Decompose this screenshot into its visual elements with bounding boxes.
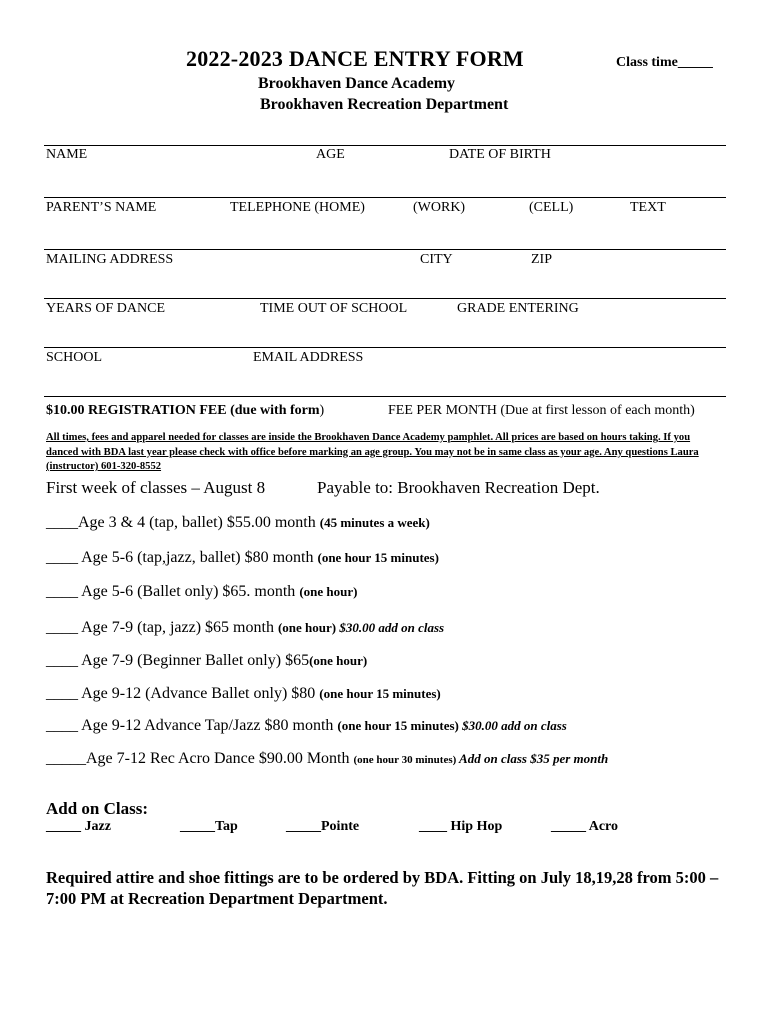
text-phone-label: TEXT [630,200,666,215]
registration-fee-paren: ) [319,403,325,418]
registration-fee-text: $10.00 REGISTRATION FEE (due with form [46,403,320,418]
academy-name: Brookhaven Dance Academy [258,75,456,92]
divider [44,145,726,146]
registration-fee [46,403,324,419]
time-out-of-school-label: TIME OUT OF SCHOOL [260,301,408,316]
class-option-main: ____ Age 9-12 Advance Tap/Jazz $80 month [46,717,338,734]
divider [44,347,726,348]
add-on-hip-hop[interactable]: ____ Hip Hop [419,819,503,834]
email-address-label: EMAIL ADDRESS [253,350,364,365]
home-telephone-label: TELEPHONE (HOME) [230,200,365,215]
class-option-age-3-4[interactable] [46,514,430,532]
class-option-age-9-12-ballet[interactable] [46,685,441,703]
date-of-birth-label: DATE OF BIRTH [449,147,551,162]
add-on-tap[interactable]: _____Tap [180,819,238,834]
class-option-extra: $30.00 add on class [336,620,445,635]
class-option-duration: (one hour) [277,620,337,635]
class-option-main: ____ Age 7-9 (Beginner Ballet only) $65 [46,652,310,669]
class-option-age-5-6-tap-jazz-ballet[interactable] [46,549,439,567]
divider [44,396,726,397]
class-option-main: ____ Age 9-12 (Advance Ballet only) $80 [46,685,320,702]
payable-to-text: Payable to: Brookhaven Recreation Dept. [317,478,600,497]
class-option-duration: (one hour) [309,653,368,668]
class-option-extra: $30.00 add on class [458,718,567,733]
add-on-title: Add on Class: [46,799,149,818]
parents-name-label: PARENT’S NAME [46,200,157,215]
add-on-jazz[interactable]: _____ Jazz [46,819,111,834]
class-option-age-9-12-tap-jazz[interactable] [46,717,567,735]
zip-label: ZIP [531,252,552,267]
class-option-extra: Add on class $35 per month [456,751,609,766]
monthly-fee: FEE PER MONTH (Due at first lesson of each month) [388,403,695,418]
class-option-main: ____Age 3 & 4 (tap, ballet) $55.00 month [46,514,320,531]
add-on-acro[interactable]: _____ Acro [551,819,619,834]
class-option-main: ____ Age 5-6 (tap,jazz, ballet) $80 month [46,549,318,566]
add-on-pointe[interactable]: _____Pointe [286,819,360,834]
class-option-age-7-12-acro[interactable] [46,750,608,768]
class-option-duration: (one hour 15 minutes) [319,686,441,701]
school-label: SCHOOL [46,350,103,365]
class-option-duration: (one hour 15 minutes) [317,550,439,565]
divider [44,249,726,250]
class-option-main: ____ Age 7-9 (tap, jazz) $65 month [46,619,278,636]
class-option-duration: (one hour) [299,584,358,599]
divider [44,197,726,198]
class-option-age-5-6-ballet[interactable] [46,583,357,601]
mailing-address-label: MAILING ADDRESS [46,252,174,267]
form-title: 2022-2023 DANCE ENTRY FORM [186,46,524,71]
name-label: NAME [46,147,88,162]
class-option-age-7-9-ballet[interactable] [46,652,367,670]
divider [44,298,726,299]
class-option-duration: (45 minutes a week) [319,515,430,530]
grade-entering-label: GRADE ENTERING [457,301,579,316]
years-of-dance-label: YEARS OF DANCE [46,301,166,316]
notice-text: All times, fees and apparel needed for classes are inside the Brookhaven Dance Academy pamphlet. All prices are based on hours taking. If you danced with BDA last year please check with office before marking an age group. You may not be in same class as your age. Any questions Laura (instructor) 601-320-8552 [46,432,699,472]
attire-notice: Required attire and shoe fittings are to be ordered by BDA. Fitting on July 18,19,28 from 5:00 – 7:00 PM at Recreation Department Department. [46,868,719,908]
first-week-text: First week of classes – August 8 [46,478,266,497]
class-option-main: ____ Age 5-6 (Ballet only) $65. month [46,583,300,600]
class-time-field[interactable]: Class time_____ [616,55,713,70]
age-label: AGE [316,147,345,162]
department-name: Brookhaven Recreation Department [260,96,509,113]
class-option-age-7-9-tap-jazz[interactable] [46,619,444,637]
city-label: CITY [420,252,453,267]
cell-phone-label: (CELL) [529,200,574,215]
class-option-main: _____Age 7-12 Rec Acro Dance $90.00 Month [46,750,354,767]
work-phone-label: (WORK) [413,200,466,215]
class-option-duration: (one hour 30 minutes) [353,754,457,766]
class-option-duration: (one hour 15 minutes) [337,718,459,733]
